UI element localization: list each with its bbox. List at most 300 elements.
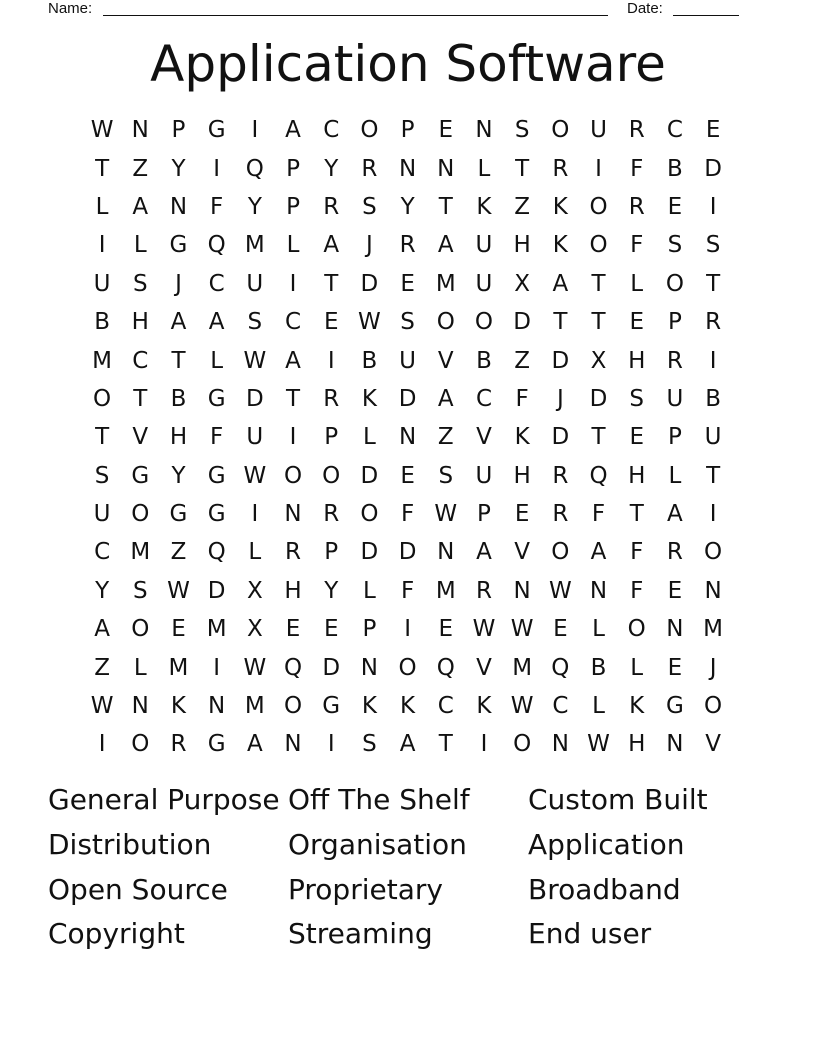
grid-cell[interactable]: H [284,577,302,604]
grid-cell[interactable]: G [207,462,226,489]
grid-cell[interactable]: P [362,616,377,643]
grid-cell[interactable]: P [400,117,415,144]
grid-cell[interactable]: L [210,347,224,374]
grid-cell[interactable]: R [323,385,340,412]
grid-cell[interactable]: R [170,731,187,758]
grid-cell[interactable]: O [551,117,570,144]
grid-cell[interactable]: V [132,424,149,451]
grid-cell[interactable]: W [587,731,610,758]
grid-cell[interactable]: U [475,462,493,489]
grid-cell[interactable]: X [246,616,263,643]
grid-cell[interactable]: O [551,539,570,566]
grid-cell[interactable]: H [628,731,646,758]
grid-cell[interactable]: Y [247,193,262,220]
grid-cell[interactable]: Q [589,462,608,489]
grid-cell[interactable]: D [245,385,264,412]
grid-cell[interactable]: G [207,117,226,144]
grid-cell[interactable]: K [361,385,377,412]
grid-cell[interactable]: U [590,117,607,144]
grid-cell[interactable]: S [629,385,645,412]
grid-cell[interactable]: E [667,577,683,604]
grid-cell[interactable]: L [592,616,605,643]
grid-cell[interactable]: R [628,117,645,144]
grid-cell[interactable]: Z [514,193,531,220]
grid-cell[interactable]: Y [95,577,110,604]
grid-cell[interactable]: E [438,616,454,643]
grid-cell[interactable]: U [93,501,111,528]
grid-cell[interactable]: A [590,539,607,566]
grid-cell[interactable]: K [629,693,645,720]
grid-cell[interactable]: H [169,424,188,451]
grid-cell[interactable]: B [361,347,378,374]
grid-cell[interactable]: N [437,539,455,566]
grid-cell[interactable]: D [398,539,417,566]
grid-cell[interactable]: W [167,577,190,604]
grid-cell[interactable]: I [289,424,297,451]
grid-cell[interactable]: O [131,616,150,643]
grid-cell[interactable]: M [244,693,265,720]
grid-cell[interactable]: C [208,270,225,297]
grid-cell[interactable]: U [475,232,493,259]
grid-cell[interactable]: T [553,309,568,336]
grid-cell[interactable]: U [666,385,684,412]
grid-cell[interactable]: F [630,155,644,182]
grid-cell[interactable]: S [362,731,377,758]
grid-cell[interactable]: E [285,616,301,643]
grid-cell[interactable]: A [285,347,301,374]
grid-cell[interactable]: C [285,309,302,336]
grid-cell[interactable]: E [629,309,644,336]
grid-cell[interactable]: Y [171,462,186,489]
grid-cell[interactable]: C [437,693,454,720]
grid-cell[interactable]: J [175,270,182,297]
grid-cell[interactable]: E [667,654,683,681]
grid-cell[interactable]: D [360,270,379,297]
grid-cell[interactable]: Y [171,155,186,182]
grid-cell[interactable]: A [94,616,110,643]
grid-cell[interactable]: R [285,539,302,566]
grid-cell[interactable]: M [244,232,265,259]
grid-cell[interactable]: E [553,616,568,643]
grid-cell[interactable]: I [289,270,297,297]
grid-cell[interactable]: M [130,539,151,566]
grid-cell[interactable]: K [514,424,530,451]
grid-cell[interactable]: S [132,577,148,604]
grid-cell[interactable]: R [552,155,569,182]
grid-cell[interactable]: W [472,616,496,643]
grid-cell[interactable]: N [398,424,417,451]
grid-cell[interactable]: J [556,385,564,412]
word-list-row [48,778,768,823]
grid-cell[interactable]: L [248,539,262,566]
grid-cell[interactable]: I [327,731,335,758]
grid-cell[interactable]: S [705,232,721,259]
grid-cell[interactable]: E [438,117,454,144]
grid-cell[interactable]: N [513,577,531,604]
grid-cell[interactable]: F [591,501,606,528]
grid-cell[interactable]: I [480,731,488,758]
grid-cell[interactable]: P [667,309,682,336]
grid-cell[interactable]: I [213,654,221,681]
grid-cell[interactable]: E [705,117,721,144]
grid-cell[interactable]: E [323,616,339,643]
grid-cell[interactable]: T [591,309,606,336]
word-list-item: Organisation [288,828,467,862]
grid-cell[interactable]: A [208,309,225,336]
grid-cell[interactable]: Z [170,539,187,566]
grid-cell[interactable]: D [513,309,532,336]
grid-cell[interactable]: L [95,193,109,220]
grid-cell[interactable]: H [628,347,646,374]
grid-cell[interactable]: S [400,309,415,336]
grid-cell[interactable]: A [132,193,149,220]
grid-cell[interactable]: Y [400,193,415,220]
grid-cell[interactable]: O [93,385,112,412]
grid-cell[interactable]: A [285,117,301,144]
grid-cell[interactable]: T [438,731,453,758]
grid-cell[interactable]: H [513,462,531,489]
word-list-item: End user [528,917,652,951]
grid-cell[interactable]: W [548,577,572,604]
grid-cell[interactable]: W [434,501,458,528]
grid-cell[interactable]: T [515,155,530,182]
grid-cell[interactable]: B [590,654,607,681]
grid-cell[interactable]: X [514,270,531,297]
grid-cell[interactable]: W [243,347,267,374]
grid-cell[interactable]: J [709,654,717,681]
grid-cell[interactable]: W [90,117,114,144]
grid-cell[interactable]: T [95,424,110,451]
grid-cell[interactable]: R [399,232,416,259]
grid-cell[interactable]: N [551,731,569,758]
grid-cell[interactable]: P [171,117,186,144]
grid-cell[interactable]: C [323,117,340,144]
grid-cell[interactable]: I [709,501,717,528]
grid-cell[interactable]: N [398,155,417,182]
grid-cell[interactable]: T [95,155,110,182]
grid-cell[interactable]: K [552,232,568,259]
grid-cell[interactable]: Q [207,539,226,566]
grid-cell[interactable]: O [131,501,150,528]
grid-cell[interactable]: Z [94,654,110,681]
grid-cell[interactable]: Z [514,347,531,374]
grid-cell[interactable]: N [437,155,455,182]
grid-cell[interactable]: M [168,654,189,681]
grid-cell[interactable]: O [627,616,646,643]
grid-cell[interactable]: M [512,654,533,681]
grid-cell[interactable]: B [94,309,110,336]
grid-cell[interactable]: D [360,462,379,489]
grid-cell[interactable]: N [284,501,302,528]
grid-cell[interactable]: B [667,155,683,182]
grid-cell[interactable]: F [630,577,644,604]
grid-cell[interactable]: H [628,462,646,489]
grid-cell[interactable]: N [589,577,608,604]
grid-cell[interactable]: A [170,309,187,336]
grid-cell[interactable]: G [322,693,341,720]
grid-cell[interactable]: X [590,347,607,374]
grid-cell[interactable]: P [324,424,339,451]
grid-cell[interactable]: I [595,155,602,182]
grid-cell[interactable]: T [133,385,148,412]
grid-cell[interactable]: N [666,731,684,758]
grid-cell[interactable]: R [323,193,340,220]
grid-cell[interactable]: Y [324,155,339,182]
grid-cell[interactable]: E [171,616,186,643]
grid-cell[interactable]: L [630,270,644,297]
grid-cell[interactable]: C [94,539,111,566]
grid-cell[interactable]: J [366,232,373,259]
grid-cell[interactable]: G [169,232,188,259]
grid-cell[interactable]: K [476,193,492,220]
grid-cell[interactable]: R [361,155,378,182]
grid-cell[interactable]: O [398,654,417,681]
grid-cell[interactable]: O [283,462,303,489]
grid-cell[interactable]: W [510,693,534,720]
grid-row [83,111,733,149]
grid-cell[interactable]: V [437,347,454,374]
grid-cell[interactable]: O [589,193,608,220]
grid-cell[interactable]: F [400,501,415,528]
grid-cell[interactable]: Y [324,577,339,604]
grid-cell[interactable]: O [513,731,532,758]
grid-cell[interactable]: R [552,462,569,489]
grid-cell[interactable]: S [438,462,454,489]
grid-cell[interactable]: O [704,539,723,566]
grid-row [83,341,733,379]
grid-cell[interactable]: F [400,577,415,604]
grid-cell[interactable]: W [243,654,267,681]
grid-cell[interactable]: F [210,193,224,220]
grid-cell[interactable]: M [206,616,227,643]
grid-cell[interactable]: C [552,693,569,720]
grid-cell[interactable]: K [552,193,568,220]
grid-cell[interactable]: I [98,731,106,758]
grid-cell[interactable]: T [324,270,339,297]
grid-cell[interactable]: D [589,385,608,412]
grid-cell[interactable]: I [98,232,106,259]
grid-cell[interactable]: V [705,731,721,758]
grid-cell[interactable]: N [704,577,722,604]
grid-cell[interactable]: R [628,193,645,220]
grid-cell[interactable]: T [171,347,186,374]
grid-cell[interactable]: B [170,385,187,412]
grid-cell[interactable]: L [133,232,147,259]
grid-cell[interactable]: L [133,654,147,681]
grid-cell[interactable]: C [475,385,492,412]
grid-cell[interactable]: I [327,347,335,374]
grid-cell[interactable]: G [169,501,188,528]
grid-cell[interactable]: K [170,693,187,720]
grid-cell[interactable]: P [324,539,339,566]
grid-cell[interactable]: K [476,693,492,720]
grid-cell[interactable]: U [399,347,417,374]
grid-cell[interactable]: O [665,270,684,297]
grid-cell[interactable]: U [246,424,264,451]
grid-cell[interactable]: E [629,424,644,451]
grid-cell[interactable]: U [246,270,264,297]
grid-cell[interactable]: O [589,232,608,259]
grid-cell[interactable]: M [92,347,113,374]
grid-cell[interactable]: B [705,385,721,412]
grid-cell[interactable]: A [437,385,454,412]
grid-cell[interactable]: T [629,501,644,528]
grid-cell[interactable]: R [705,309,722,336]
grid-cell[interactable]: M [703,616,724,643]
grid-cell[interactable]: S [94,462,110,489]
grid-cell[interactable]: V [476,654,492,681]
grid-cell[interactable]: O [283,693,303,720]
grid-cell[interactable]: I [213,155,221,182]
grid-cell[interactable]: E [667,193,683,220]
grid-cell[interactable]: N [131,117,149,144]
grid-cell[interactable]: L [668,462,682,489]
grid-cell[interactable]: N [284,731,302,758]
grid-cell[interactable]: U [93,270,111,297]
grid-row [83,687,733,725]
grid-cell[interactable]: K [361,693,377,720]
grid-cell[interactable]: N [666,616,684,643]
grid-cell[interactable]: V [514,539,531,566]
grid-cell[interactable]: R [666,539,683,566]
grid-cell[interactable]: T [591,424,606,451]
grid-cell[interactable]: L [477,155,491,182]
grid-cell[interactable]: M [435,577,456,604]
grid-cell[interactable]: F [210,424,224,451]
grid-cell[interactable]: O [360,117,379,144]
grid-cell[interactable]: G [207,731,226,758]
grid-cell[interactable]: C [132,347,149,374]
grid-cell[interactable]: T [438,193,453,220]
grid-cell[interactable]: C [666,117,683,144]
grid-cell[interactable]: W [510,616,534,643]
grid-cell[interactable]: L [592,693,605,720]
grid-cell[interactable]: O [322,462,341,489]
grid-cell[interactable]: E [323,309,339,336]
grid-cell[interactable]: R [666,347,683,374]
grid-cell[interactable]: T [706,270,721,297]
grid-cell[interactable]: G [207,501,226,528]
grid-cell[interactable]: W [358,309,381,336]
grid-cell[interactable]: T [706,462,721,489]
grid-cell[interactable]: W [90,693,114,720]
grid-cell[interactable]: L [362,577,376,604]
grid-cell[interactable]: P [286,155,300,182]
grid-cell[interactable]: I [251,117,259,144]
grid-cell[interactable]: O [704,693,723,720]
grid-cell[interactable]: I [709,347,717,374]
grid-cell[interactable]: N [169,193,188,220]
grid-cell[interactable]: S [247,309,263,336]
grid-cell[interactable]: Q [283,654,303,681]
grid-cell[interactable]: G [665,693,684,720]
grid-cell[interactable]: A [437,232,454,259]
grid-cell[interactable]: D [322,654,341,681]
grid-cell[interactable]: N [131,693,149,720]
grid-cell[interactable]: A [552,270,569,297]
grid-cell[interactable]: E [400,462,415,489]
grid-cell[interactable]: T [286,385,301,412]
grid-cell[interactable]: A [246,731,263,758]
grid-cell[interactable]: I [404,616,411,643]
grid-cell[interactable]: S [362,193,377,220]
grid-cell[interactable]: Z [437,424,454,451]
grid-cell[interactable]: A [667,501,683,528]
grid-cell[interactable]: Q [436,654,455,681]
grid-cell[interactable]: L [286,232,300,259]
grid-cell[interactable]: I [709,193,717,220]
grid-cell[interactable]: M [435,270,456,297]
grid-cell[interactable]: G [131,462,150,489]
grid-cell[interactable]: D [398,385,417,412]
date-field[interactable] [673,15,739,16]
grid-row [83,648,733,686]
grid-cell[interactable]: W [243,462,267,489]
grid-cell[interactable]: D [360,539,379,566]
grid-cell[interactable]: L [362,424,376,451]
grid-cell[interactable]: X [246,577,263,604]
grid-cell[interactable]: G [207,385,226,412]
grid-cell[interactable]: A [399,731,416,758]
grid-cell[interactable]: O [474,309,494,336]
grid-cell[interactable]: S [514,117,530,144]
grid-cell[interactable]: Q [245,155,264,182]
grid-cell[interactable]: F [515,385,529,412]
grid-cell[interactable]: D [551,424,570,451]
grid-cell[interactable]: N [208,693,226,720]
grid-row [83,495,733,533]
grid-cell[interactable]: N [475,117,493,144]
grid-cell[interactable]: K [400,693,416,720]
grid-cell[interactable]: E [514,501,530,528]
grid-cell[interactable]: O [436,309,455,336]
grid-cell[interactable]: H [131,309,149,336]
name-field[interactable] [103,15,608,16]
grid-cell[interactable]: B [476,347,492,374]
grid-cell[interactable]: D [551,347,570,374]
grid-cell[interactable]: U [475,270,493,297]
grid-cell[interactable]: O [360,501,379,528]
grid-cell[interactable]: F [630,539,644,566]
grid-cell[interactable]: F [630,232,644,259]
grid-cell[interactable]: D [207,577,226,604]
grid-cell[interactable]: R [323,501,340,528]
grid-cell[interactable]: S [667,232,683,259]
grid-cell[interactable]: Z [132,155,149,182]
grid-cell[interactable]: U [704,424,722,451]
grid-cell[interactable]: P [477,501,491,528]
grid-cell[interactable]: E [400,270,415,297]
grid-cell[interactable]: P [286,193,300,220]
grid-cell[interactable]: R [552,501,569,528]
grid-cell[interactable]: O [131,731,150,758]
word-list-item: Off The Shelf [288,783,470,817]
grid-cell[interactable]: A [476,539,492,566]
grid-cell[interactable]: A [323,232,340,259]
grid-cell[interactable]: R [475,577,492,604]
grid-cell[interactable]: D [704,155,722,182]
grid-cell[interactable]: H [513,232,531,259]
grid-cell[interactable]: Q [207,232,226,259]
grid-cell[interactable]: Q [551,654,570,681]
grid-cell[interactable]: N [360,654,379,681]
grid-cell[interactable]: P [667,424,682,451]
grid-cell[interactable]: I [251,501,259,528]
grid-cell[interactable]: V [476,424,492,451]
grid-cell[interactable]: L [630,654,644,681]
grid-cell[interactable]: T [591,270,606,297]
grid-cell[interactable]: S [132,270,148,297]
